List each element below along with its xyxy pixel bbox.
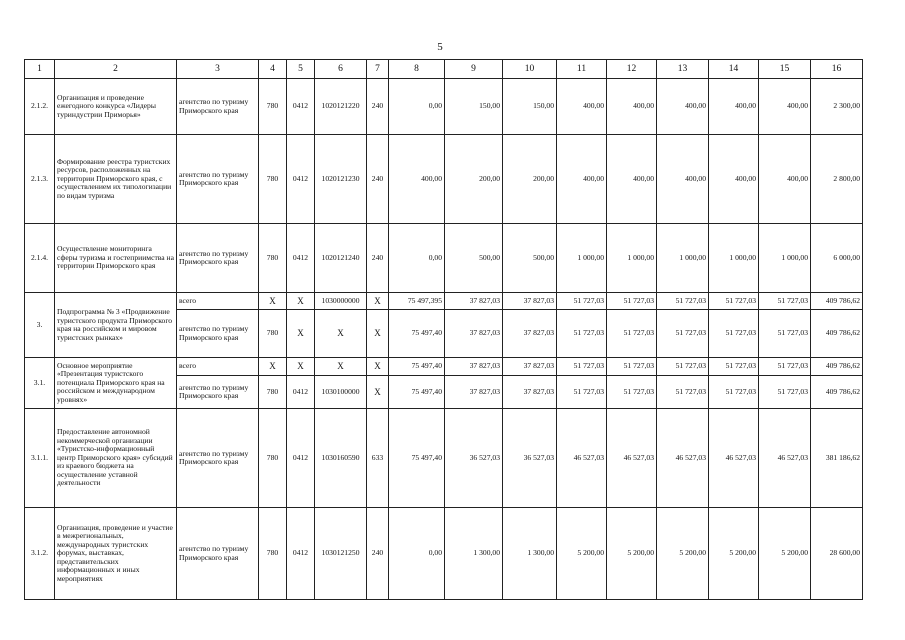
code-cell: X <box>259 358 287 376</box>
code-cell: 0412 <box>287 224 315 293</box>
value-cell: 400,00 <box>607 79 657 135</box>
code-cell: X <box>315 310 367 358</box>
table-row <box>25 409 863 508</box>
code-cell: 1020121220 <box>315 79 367 135</box>
table-row <box>25 135 863 224</box>
value-cell: 51 727,03 <box>759 358 811 376</box>
value-cell: 6 000,00 <box>811 224 863 293</box>
value-cell: 46 527,03 <box>607 409 657 508</box>
value-cell: 37 827,03 <box>503 358 557 376</box>
value-cell: 500,00 <box>445 224 503 293</box>
row-executor: агентство по туризму Приморского края <box>177 409 259 508</box>
row-executor: агентство по туризму Приморского края <box>177 508 259 600</box>
value-cell: 37 827,03 <box>445 376 503 409</box>
value-cell: 1 000,00 <box>607 224 657 293</box>
value-cell: 51 727,03 <box>657 293 709 310</box>
header-cell: 9 <box>445 60 503 79</box>
value-cell: 5 200,00 <box>709 508 759 600</box>
row-number: 3.1. <box>25 358 55 409</box>
value-cell: 1 300,00 <box>445 508 503 600</box>
value-cell: 400,00 <box>389 135 445 224</box>
code-cell: 1020121240 <box>315 224 367 293</box>
row-name: Основное мероприятие «Презентация туристского потенциала Приморского края на российском и международном уровнях» <box>55 358 177 409</box>
value-cell: 75 497,40 <box>389 358 445 376</box>
row-executor: всего <box>177 293 259 310</box>
header-cell: 10 <box>503 60 557 79</box>
value-cell: 400,00 <box>557 135 607 224</box>
header-cell: 15 <box>759 60 811 79</box>
code-cell: 633 <box>367 409 389 508</box>
header-cell: 12 <box>607 60 657 79</box>
code-cell: 780 <box>259 376 287 409</box>
code-cell: X <box>287 293 315 310</box>
value-cell: 46 527,03 <box>709 409 759 508</box>
value-cell: 51 727,03 <box>557 310 607 358</box>
value-cell: 37 827,03 <box>445 293 503 310</box>
budget-table <box>24 59 863 600</box>
value-cell: 36 527,03 <box>503 409 557 508</box>
value-cell: 400,00 <box>657 135 709 224</box>
header-cell: 6 <box>315 60 367 79</box>
value-cell: 75 497,395 <box>389 293 445 310</box>
value-cell: 5 200,00 <box>607 508 657 600</box>
code-cell: 1030000000 <box>315 293 367 310</box>
value-cell: 381 186,62 <box>811 409 863 508</box>
value-cell: 51 727,03 <box>759 293 811 310</box>
value-cell: 51 727,03 <box>657 358 709 376</box>
value-cell: 1 000,00 <box>657 224 709 293</box>
value-cell: 51 727,03 <box>557 358 607 376</box>
value-cell: 1 000,00 <box>557 224 607 293</box>
value-cell: 400,00 <box>709 135 759 224</box>
value-cell: 51 727,03 <box>607 293 657 310</box>
code-cell: 0412 <box>287 135 315 224</box>
header-cell: 4 <box>259 60 287 79</box>
code-cell: 780 <box>259 79 287 135</box>
value-cell: 46 527,03 <box>557 409 607 508</box>
code-cell: 0412 <box>287 409 315 508</box>
header-cell: 1 <box>25 60 55 79</box>
code-cell: 240 <box>367 224 389 293</box>
value-cell: 28 600,00 <box>811 508 863 600</box>
row-number: 2.1.2. <box>25 79 55 135</box>
code-cell: 1030100000 <box>315 376 367 409</box>
value-cell: 51 727,03 <box>557 293 607 310</box>
value-cell: 1 300,00 <box>503 508 557 600</box>
code-cell: X <box>315 358 367 376</box>
value-cell: 409 786,62 <box>811 376 863 409</box>
row-executor: агентство по туризму Приморского края <box>177 135 259 224</box>
value-cell: 409 786,62 <box>811 358 863 376</box>
value-cell: 51 727,03 <box>657 310 709 358</box>
row-number: 2.1.3. <box>25 135 55 224</box>
code-cell: 0412 <box>287 79 315 135</box>
value-cell: 51 727,03 <box>759 310 811 358</box>
row-name: Организация и проведение ежегодного конкурса «Лидеры туриндустрии Приморья» <box>55 79 177 135</box>
row-executor: агентство по туризму Приморского края <box>177 79 259 135</box>
table-row <box>25 79 863 135</box>
value-cell: 150,00 <box>503 79 557 135</box>
code-cell: 780 <box>259 409 287 508</box>
table-row <box>25 224 863 293</box>
value-cell: 37 827,03 <box>445 310 503 358</box>
code-cell: 780 <box>259 310 287 358</box>
row-number: 2.1.4. <box>25 224 55 293</box>
row-executor: агентство по туризму Приморского края <box>177 224 259 293</box>
header-cell: 8 <box>389 60 445 79</box>
value-cell: 5 200,00 <box>759 508 811 600</box>
row-executor: агентство по туризму Приморского края <box>177 376 259 409</box>
value-cell: 5 200,00 <box>657 508 709 600</box>
header-cell: 5 <box>287 60 315 79</box>
code-cell: 0412 <box>287 376 315 409</box>
row-number: 3.1.1. <box>25 409 55 508</box>
header-cell: 13 <box>657 60 709 79</box>
value-cell: 37 827,03 <box>503 376 557 409</box>
row-name: Формирование реестра туристских ресурсов, расположенных на территории Приморского края, с осуществлением их типологизации по видам туризма <box>55 135 177 224</box>
value-cell: 75 497,40 <box>389 376 445 409</box>
value-cell: 500,00 <box>503 224 557 293</box>
value-cell: 51 727,03 <box>709 310 759 358</box>
value-cell: 400,00 <box>709 79 759 135</box>
value-cell: 51 727,03 <box>657 376 709 409</box>
value-cell: 5 200,00 <box>557 508 607 600</box>
code-cell: 240 <box>367 79 389 135</box>
value-cell: 1 000,00 <box>709 224 759 293</box>
code-cell: X <box>367 310 389 358</box>
value-cell: 400,00 <box>759 79 811 135</box>
header-cell: 16 <box>811 60 863 79</box>
value-cell: 51 727,03 <box>709 293 759 310</box>
value-cell: 400,00 <box>657 79 709 135</box>
value-cell: 51 727,03 <box>607 358 657 376</box>
code-cell: 0412 <box>287 508 315 600</box>
value-cell: 200,00 <box>445 135 503 224</box>
table-row <box>25 508 863 600</box>
row-number: 3. <box>25 293 55 358</box>
value-cell: 200,00 <box>503 135 557 224</box>
value-cell: 150,00 <box>445 79 503 135</box>
code-cell: X <box>367 376 389 409</box>
value-cell: 37 827,03 <box>503 293 557 310</box>
value-cell: 46 527,03 <box>759 409 811 508</box>
page-number: 5 <box>437 41 443 53</box>
value-cell: 51 727,03 <box>709 358 759 376</box>
code-cell: 1030160590 <box>315 409 367 508</box>
row-executor: всего <box>177 358 259 376</box>
code-cell: 780 <box>259 224 287 293</box>
header-cell: 14 <box>709 60 759 79</box>
row-name: Организация, проведение и участие в межрегиональных, международных туристских форумах, выставках, представительских информационных и иных мероприятиях <box>55 508 177 600</box>
code-cell: 1030121250 <box>315 508 367 600</box>
code-cell: 1020121230 <box>315 135 367 224</box>
code-cell: 240 <box>367 508 389 600</box>
row-executor: агентство по туризму Приморского края <box>177 310 259 358</box>
row-name: Подпрограмма № 3 «Продвижение туристского продукта Приморского края на российском и мировом туристских рынках» <box>55 293 177 358</box>
header-cell: 7 <box>367 60 389 79</box>
value-cell: 51 727,03 <box>607 310 657 358</box>
value-cell: 0,00 <box>389 508 445 600</box>
value-cell: 409 786,62 <box>811 293 863 310</box>
value-cell: 75 497,40 <box>389 409 445 508</box>
value-cell: 46 527,03 <box>657 409 709 508</box>
value-cell: 36 527,03 <box>445 409 503 508</box>
table-row <box>25 358 863 376</box>
value-cell: 75 497,40 <box>389 310 445 358</box>
row-name: Осуществление мониторинга сферы туризма и гостеприимства на территории Приморского края <box>55 224 177 293</box>
header-cell: 2 <box>55 60 177 79</box>
code-cell: X <box>367 358 389 376</box>
value-cell: 37 827,03 <box>503 310 557 358</box>
value-cell: 400,00 <box>759 135 811 224</box>
code-cell: 240 <box>367 135 389 224</box>
value-cell: 2 300,00 <box>811 79 863 135</box>
value-cell: 51 727,03 <box>709 376 759 409</box>
code-cell: 780 <box>259 508 287 600</box>
code-cell: X <box>287 310 315 358</box>
value-cell: 1 000,00 <box>759 224 811 293</box>
value-cell: 0,00 <box>389 224 445 293</box>
value-cell: 0,00 <box>389 79 445 135</box>
value-cell: 51 727,03 <box>607 376 657 409</box>
value-cell: 409 786,62 <box>811 310 863 358</box>
code-cell: X <box>367 293 389 310</box>
value-cell: 400,00 <box>607 135 657 224</box>
header-cell: 11 <box>557 60 607 79</box>
value-cell: 2 800,00 <box>811 135 863 224</box>
value-cell: 37 827,03 <box>445 358 503 376</box>
value-cell: 51 727,03 <box>557 376 607 409</box>
header-cell: 3 <box>177 60 259 79</box>
header-row <box>25 60 863 79</box>
code-cell: X <box>259 293 287 310</box>
row-number: 3.1.2. <box>25 508 55 600</box>
value-cell: 400,00 <box>557 79 607 135</box>
table-row <box>25 293 863 310</box>
code-cell: X <box>287 358 315 376</box>
code-cell: 780 <box>259 135 287 224</box>
value-cell: 51 727,03 <box>759 376 811 409</box>
row-name: Предоставление автономной некоммерческой организации «Туристско-информационный центр Приморского края» субсидий из краевого бюджета на осуществление уставной деятельности <box>55 409 177 508</box>
